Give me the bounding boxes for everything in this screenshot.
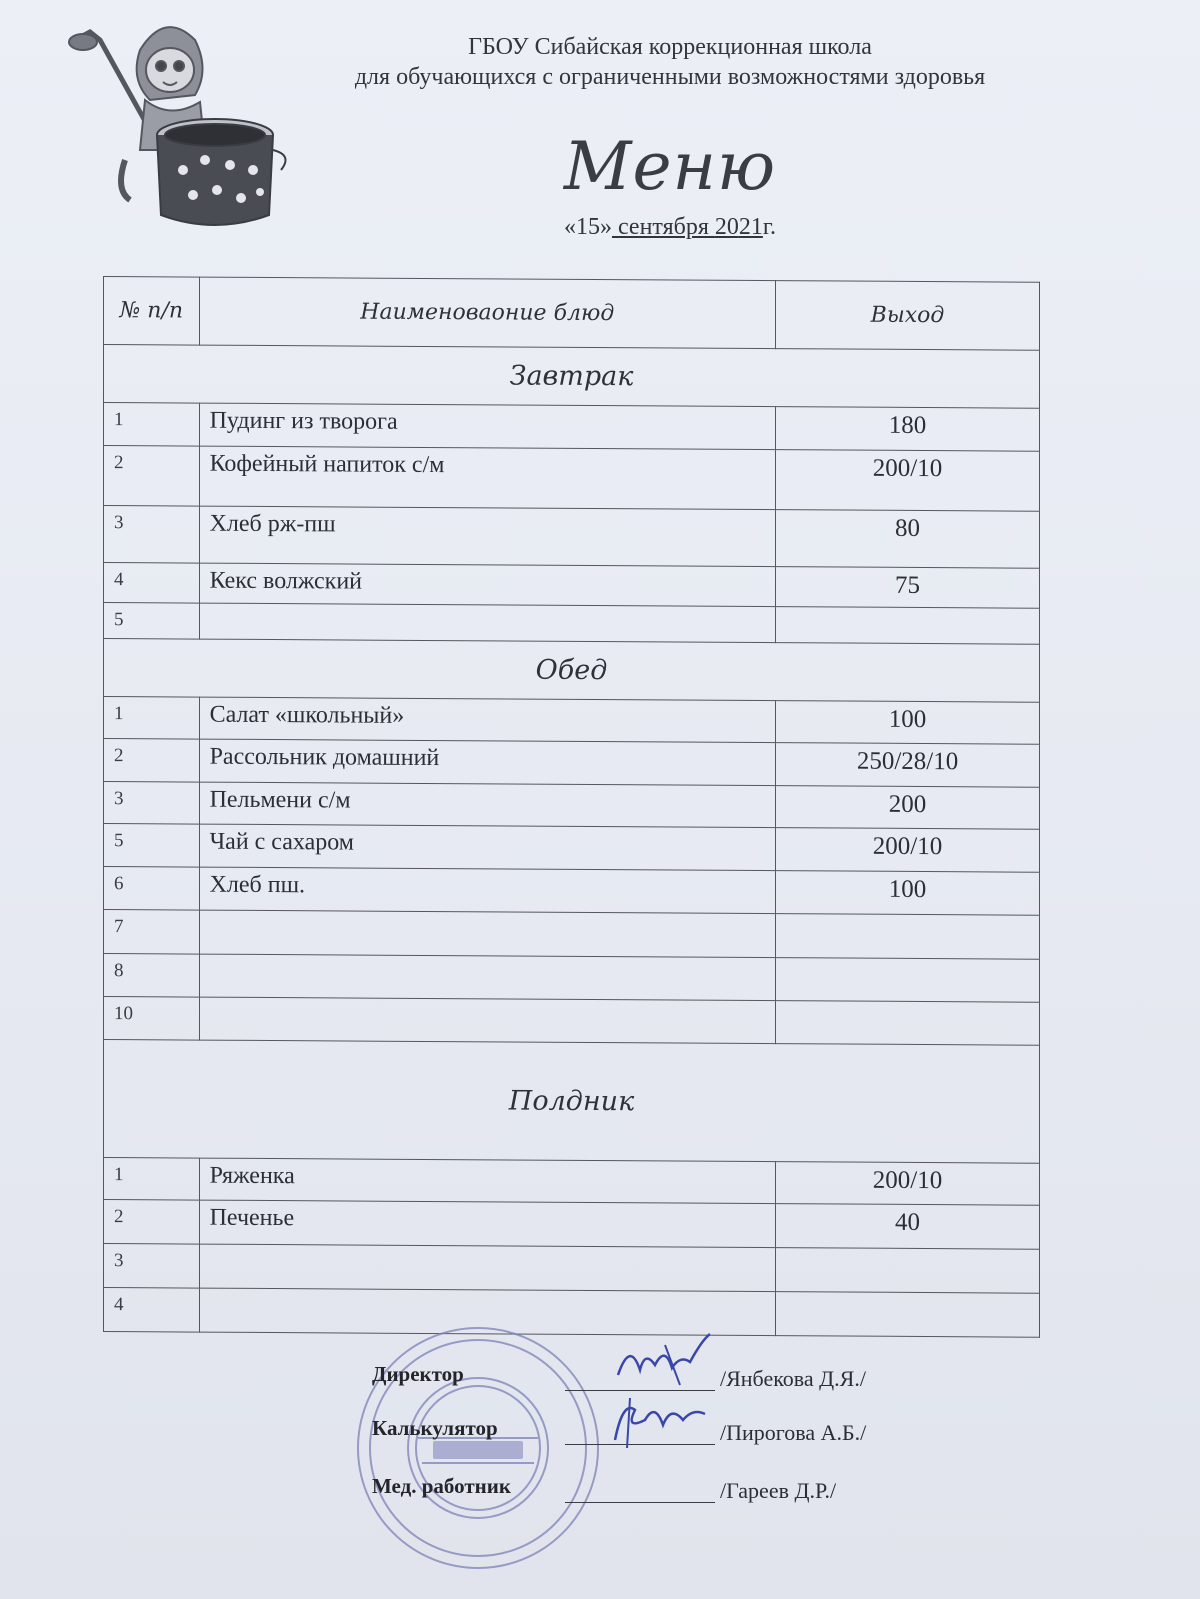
table-row	[104, 446, 1040, 512]
row-dish	[199, 910, 775, 958]
header-num: № п/п	[104, 277, 200, 346]
row-output: 200	[776, 786, 1040, 830]
row-output: 75	[776, 567, 1040, 609]
row-num: 4	[104, 1288, 200, 1333]
signature-line	[565, 1502, 715, 1503]
row-num: 3	[104, 1244, 200, 1289]
row-output: 200/10	[776, 828, 1040, 873]
girl-with-pot-illustration	[55, 10, 295, 240]
table-row	[104, 739, 1040, 788]
row-output: 80	[776, 510, 1040, 569]
row-dish: Пельмени с/м	[199, 782, 775, 828]
table-header-row	[104, 277, 1040, 351]
row-num: 1	[104, 697, 200, 740]
section-row-snack	[104, 1040, 1040, 1164]
school-name-line2: для обучающихся с ограниченными возможностями здоровья	[354, 64, 986, 90]
row-output	[776, 1248, 1040, 1294]
calculator-handwritten-signature	[605, 1390, 715, 1450]
date-year-a: 20	[714, 214, 739, 240]
date-day: «15»	[563, 214, 612, 240]
row-dish: Хлеб пш.	[199, 867, 775, 914]
signature-role: Директор	[372, 1362, 464, 1386]
table-row	[104, 1244, 1040, 1294]
row-num: 6	[104, 867, 200, 911]
row-output	[776, 1001, 1040, 1046]
table-row	[104, 1200, 1040, 1250]
row-num: 1	[104, 1158, 200, 1201]
row-dish: Салат «школьный»	[199, 697, 775, 743]
row-num: 2	[104, 446, 200, 507]
date-year-b: 21	[738, 214, 763, 240]
table-row	[104, 1158, 1040, 1206]
row-output: 100	[776, 871, 1040, 916]
section-row-breakfast	[104, 345, 1040, 409]
row-num: 7	[104, 910, 200, 955]
row-dish: Кофейный напиток с/м	[199, 446, 775, 510]
signature-row-medic	[360, 1474, 920, 1514]
school-name-line1: ГБОУ Сибайская коррекционная школа	[468, 34, 872, 60]
menu-date	[470, 214, 870, 241]
table-row	[104, 697, 1040, 745]
date-month: сентября	[611, 214, 715, 240]
page-title: Меню	[563, 128, 777, 205]
row-dish: Ряженка	[199, 1158, 775, 1204]
row-dish: Чай с сахаром	[199, 824, 775, 871]
table-row	[104, 954, 1040, 1003]
row-dish	[199, 1244, 775, 1292]
table-row	[104, 563, 1040, 609]
school-header	[280, 32, 1060, 92]
row-num: 1	[104, 403, 200, 447]
row-num: 8	[104, 954, 200, 998]
row-output: 100	[776, 701, 1040, 745]
table-row	[104, 403, 1040, 452]
table-row	[104, 997, 1040, 1046]
row-dish: Пудинг из творога	[199, 403, 775, 450]
menu-table	[103, 276, 1040, 1338]
row-num: 10	[104, 997, 200, 1041]
row-num: 3	[104, 782, 200, 825]
row-output: 180	[776, 407, 1040, 452]
row-dish	[199, 997, 775, 1044]
row-dish	[199, 603, 775, 643]
header-output: Выход	[776, 281, 1040, 351]
signature-name: /Пирогова А.Б./	[720, 1420, 867, 1445]
section-title: Полдник	[104, 1040, 1040, 1164]
row-output: 200/10	[776, 450, 1040, 512]
signature-role: Мед. работник	[372, 1474, 511, 1498]
row-output: 40	[776, 1204, 1040, 1250]
table-row	[104, 910, 1040, 960]
row-output	[776, 914, 1040, 960]
row-dish	[199, 954, 775, 1001]
row-output	[776, 607, 1040, 645]
row-num: 5	[104, 603, 200, 640]
signature-role: Калькулятор	[372, 1416, 498, 1440]
row-dish: Кекс волжский	[199, 563, 775, 607]
director-handwritten-signature	[610, 1330, 720, 1390]
table-row	[104, 824, 1040, 873]
signature-name: /Гареев Д.Р./	[720, 1478, 837, 1503]
table-row	[104, 603, 1040, 645]
row-num: 2	[104, 739, 200, 783]
row-output	[776, 1292, 1040, 1338]
row-dish: Печенье	[199, 1200, 775, 1248]
section-row-lunch	[104, 639, 1040, 703]
table-row	[104, 782, 1040, 830]
section-title: Завтрак	[104, 345, 1040, 409]
date-year-suffix: г.	[762, 214, 777, 240]
table-row	[104, 867, 1040, 916]
section-title: Обед	[104, 639, 1040, 703]
signature-name: /Янбекова Д.Я./	[720, 1366, 866, 1391]
row-output	[776, 958, 1040, 1003]
row-output: 200/10	[776, 1162, 1040, 1206]
row-dish: Хлеб рж-пш	[199, 506, 775, 567]
header-dish-name: Наименоваоние блюд	[199, 277, 775, 349]
row-output: 250/28/10	[776, 743, 1040, 788]
row-num: 5	[104, 824, 200, 868]
row-num: 4	[104, 563, 200, 604]
row-num: 2	[104, 1200, 200, 1245]
row-num: 3	[104, 506, 200, 564]
table-row	[104, 506, 1040, 569]
row-dish: Рассольник домашний	[199, 739, 775, 786]
